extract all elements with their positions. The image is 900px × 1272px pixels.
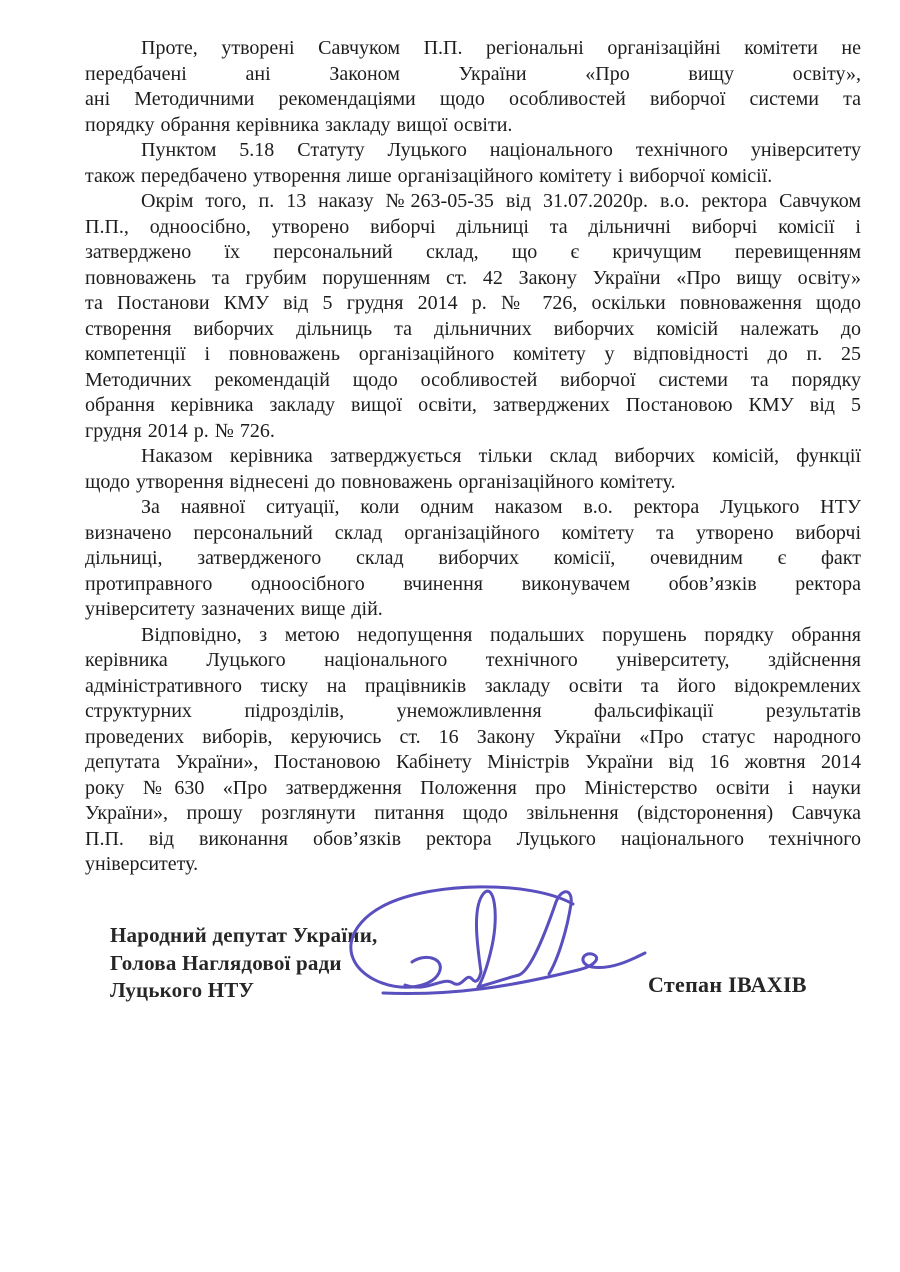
- text-line: структурних підрозділів, унеможливлення фальсифікації результатів: [85, 700, 861, 722]
- text-line: повноважень та грубим порушенням ст. 42 Закону України «Про вищу освіту»: [85, 266, 861, 289]
- text-line: Пунктом 5.18 Статуту Луцького національного технічного університету: [141, 139, 861, 161]
- text-line: дільниці, затвердженого склад виборчих комісії, очевидним є факт: [85, 547, 861, 569]
- text-line: щодо утворення віднесені до повноважень організаційного комітету.: [85, 470, 676, 493]
- text-line: П.П. від виконання обов’язків ректора Луцького національного технічного: [85, 827, 861, 850]
- text-line: проведених виборів, керуючись ст. 16 Закону України «Про статус народного: [85, 725, 861, 748]
- signatory-title-line: Луцького НТУ: [110, 978, 255, 1002]
- text-line: року №630 «Про затвердження Положення про Міністерство освіти і науки: [85, 776, 861, 799]
- text-line: компетенції і повноважень організаційного комітету у відповідності до п. 25: [85, 343, 861, 365]
- paragraph: [85, 623, 861, 878]
- text-line: та Постанови КМУ від 5 грудня 2014 р. № 726, оскільки повноваження щодо: [85, 292, 861, 314]
- text-line: протиправного одноосібного вчинення виконувачем обов’язків ректора: [85, 572, 861, 595]
- signatory-title-line: Голова Наглядової ради: [110, 950, 342, 975]
- text-line: ані Методичними рекомендаціями щодо особливостей виборчої системи та: [85, 88, 861, 110]
- signatory-title-line: Народний депутат України,: [110, 923, 378, 947]
- text-line: обрання керівника закладу вищої освіти, затверджених Постановою КМУ від 5: [85, 394, 861, 416]
- text-line: університету.: [85, 853, 199, 875]
- text-line: Методичних рекомендацій щодо особливостей виборчої системи та порядку: [85, 368, 861, 391]
- text-line: університету зазначених вище дій.: [85, 598, 383, 620]
- handwritten-signature-icon: [335, 872, 655, 1012]
- paragraph: [85, 36, 861, 138]
- text-line: За наявної ситуації, коли одним наказом в.о. ректора Луцького НТУ: [141, 496, 861, 518]
- paragraph: [85, 189, 861, 444]
- text-line: Окрім того, п. 13 наказу №263-05-35 від 31.07.2020р. в.о. ректора Савчуком: [141, 190, 861, 212]
- text-line: керівника Луцького національного технічного університету, здійснення: [85, 649, 861, 671]
- text-line: України», прошу розглянути питання щодо звільнення (відсторонення) Савчука: [85, 802, 861, 824]
- text-line: визначено персональний склад організаційного комітету та утворено виборчі: [85, 521, 861, 544]
- signatory-name: Степан ІВАХІВ: [648, 972, 807, 997]
- paragraph: [85, 444, 861, 495]
- text-line: створення виборчих дільниць та дільничних виборчих комісій належать до: [85, 317, 861, 340]
- text-line: депутата України», Постановою Кабінету Міністрів України від 16 жовтня 2014: [85, 751, 861, 773]
- document-body-text: [85, 36, 861, 878]
- text-line: Проте, утворені Савчуком П.П. регіональні організаційні комітети не: [141, 37, 861, 59]
- text-line: порядку обрання керівника закладу вищої освіти.: [85, 113, 513, 136]
- signature-block: [110, 922, 870, 1032]
- text-line: затверджено їх персональний склад, що є кричущим перевищенням: [85, 241, 861, 263]
- text-line: Відповідно, з метою недопущення подальших порушень порядку обрання: [141, 623, 861, 646]
- text-line: також передбачено утворення лише організаційного комітету і виборчої комісії.: [85, 164, 773, 187]
- text-line: П.П., одноосібно, утворено виборчі дільниці та дільничні виборчі комісії і: [85, 215, 861, 238]
- text-line: Наказом керівника затверджується тільки склад виборчих комісій, функції: [141, 445, 861, 467]
- text-line: адміністративного тиску на працівників закладу освіти та його відокремлених: [85, 674, 861, 697]
- paragraph: [85, 495, 861, 623]
- text-line: передбачені ані Законом України «Про вищу освіту»,: [85, 62, 861, 85]
- paragraph: [85, 138, 861, 189]
- text-line: грудня 2014 р. № 726.: [85, 419, 275, 442]
